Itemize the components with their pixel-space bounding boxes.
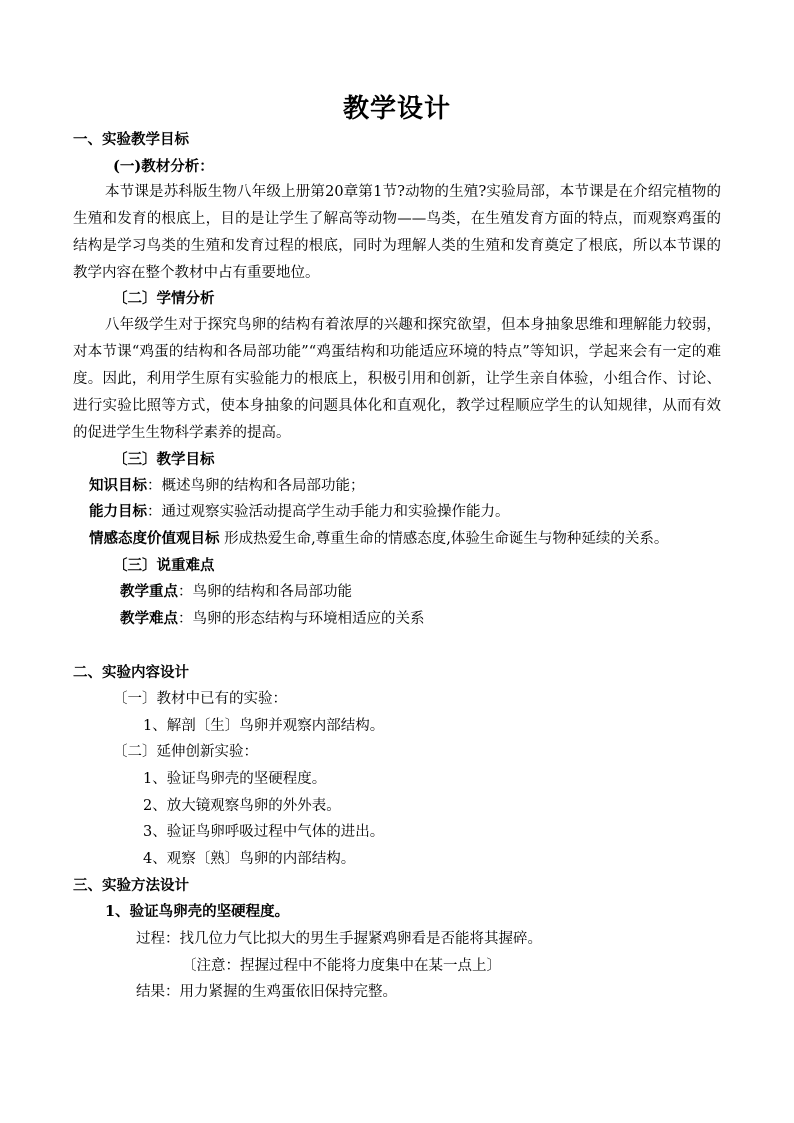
s2-sub2-item: 3、验证鸟卵呼吸过程中气体的进出。 bbox=[143, 824, 385, 840]
s1-sub4-heading: 〔三〕说重难点 bbox=[113, 557, 215, 574]
s3-note: 〔注意：捏握过程中不能将力度集中在某一点上〕 bbox=[182, 958, 501, 974]
knowledge-objective-text: ：概述鸟卵的结构和各局部功能； bbox=[147, 478, 365, 494]
s1-sub3-heading: 〔三〕教学目标 bbox=[113, 451, 215, 468]
section-2-heading: 二、实验内容设计 bbox=[73, 664, 189, 681]
s2-sub2-item: 1、验证鸟卵壳的坚硬程度。 bbox=[143, 771, 327, 787]
s2-sub2-heading: 〔二〕延伸创新实验： bbox=[113, 744, 258, 760]
s1-sub2-heading: 〔二〕学情分析 bbox=[113, 290, 215, 307]
emotion-objective-label: 情感态度价值观目标 bbox=[89, 530, 220, 547]
knowledge-objective-label: 知识目标 bbox=[89, 477, 147, 494]
section-1-heading: 一、实验教学目标 bbox=[73, 131, 189, 148]
ability-objective bbox=[89, 503, 510, 521]
section-3-heading: 三、实验方法设计 bbox=[73, 877, 189, 894]
s2-sub1-heading: 〔一〕教材中已有的实验： bbox=[113, 691, 287, 707]
document-title: 教学设计 bbox=[342, 94, 451, 124]
s1-sub1-heading: (一)教材分析： bbox=[113, 158, 214, 175]
s2-sub2-item: 4、观察〔熟〕鸟卵的内部结构。 bbox=[143, 851, 356, 867]
knowledge-objective bbox=[89, 477, 365, 495]
key-point-text: ：鸟卵的结构和各局部功能 bbox=[178, 584, 352, 600]
difficult-point-text: ：鸟卵的形态结构与环境相适应的关系 bbox=[178, 611, 425, 627]
difficult-point-label: 教学难点 bbox=[120, 610, 178, 627]
ability-objective-text: ：通过观察实验活动提高学生动手能力和实验操作能力。 bbox=[147, 504, 510, 520]
difficult-point bbox=[120, 610, 425, 628]
emotion-objective bbox=[89, 530, 668, 548]
s3-result: 结果：用力紧握的生鸡蛋依旧保持完整。 bbox=[136, 984, 397, 1000]
s3-item1-heading: 1、验证鸟卵壳的坚硬程度。 bbox=[105, 903, 290, 920]
emotion-objective-text: 形成热爱生命,尊重生命的情感态度,体验生命诞生与物种延续的关系。 bbox=[219, 531, 669, 547]
s1-sub2-paragraph: 八年级学生对于探究鸟卵的结构有着浓厚的兴趣和探究欲望，但本身抽象思维和理解能力较弱，对本节课“鸡蛋的结构和各局部功能”“鸡蛋结构和功能适应环境的特点”等知识，学起来会有一定的难度。因此，利用学生原有实验能力的根底上，积极引用和创新，让学生亲自体验，小组合作、讨论、进行实验比照等方式，使本身抽象的问题具体化和直观化，教学过程顺应学生的认知规律，从而有效的促进学生生物科学素养的提高。 bbox=[73, 317, 721, 441]
key-point bbox=[120, 583, 352, 601]
ability-objective-label: 能力目标 bbox=[89, 503, 147, 520]
s3-process: 过程：找几位力气比拟大的男生手握紧鸡卵看是否能将其握碎。 bbox=[136, 931, 542, 947]
s1-sub1-paragraph: 本节课是苏科版生物八年级上册第20章第1节?动物的生殖?实验局部，本节课是在介绍完植物的生殖和发育的根底上，目的是让学生了解高等动物——鸟类，在生殖发育方面的特点，而观察鸡蛋的结构是学习鸟类的生殖和发育过程的根底，同时为理解人类的生殖和发育奠定了根底，所以本节课的教学内容在整个教材中占有重要地位。 bbox=[73, 184, 721, 281]
key-point-label: 教学重点 bbox=[120, 583, 178, 600]
s2-sub2-item: 2、放大镜观察鸟卵的外外表。 bbox=[143, 798, 341, 814]
s2-sub1-item: 1、解剖〔生〕鸟卵并观察内部结构。 bbox=[143, 718, 385, 734]
